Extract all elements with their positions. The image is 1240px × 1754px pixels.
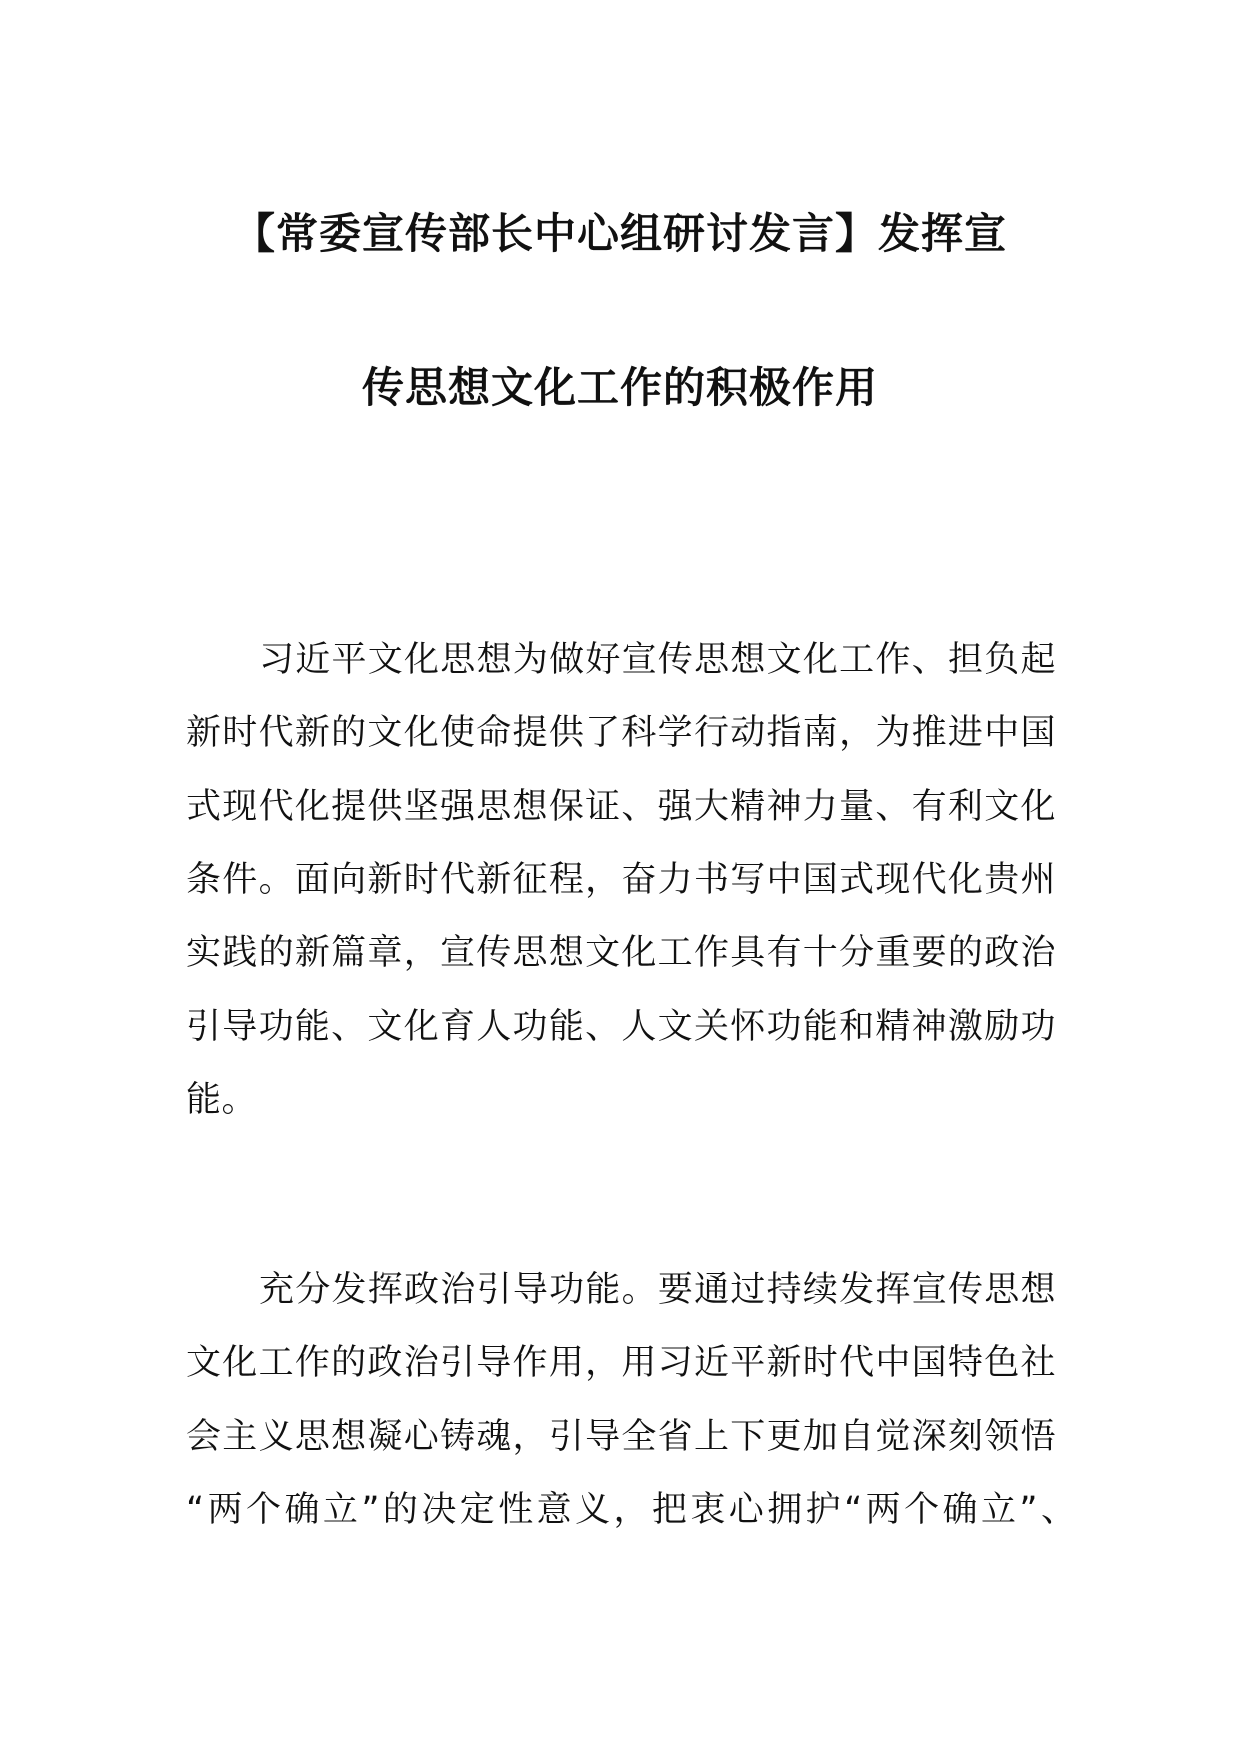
paragraph-line: 实践的新篇章，宣传思想文化工作具有十分重要的政治 — [186, 933, 1056, 973]
paragraph-line: 习近平文化思想为做好宣传思想文化工作、担负起 — [259, 640, 1056, 680]
paragraph-line: 条件。面向新时代新征程，奋力书写中国式现代化贵州 — [186, 860, 1056, 900]
paragraph-line: 新时代新的文化使命提供了科学行动指南，为推进中国 — [186, 713, 1056, 753]
paragraph-line: 引导功能、文化育人功能、人文关怀功能和精神激励功 — [186, 1007, 1056, 1047]
paragraph-line: 文化工作的政治引导作用，用习近平新时代中国特色社 — [186, 1343, 1056, 1383]
paragraph-line: 充分发挥政治引导功能。要通过持续发挥宣传思想 — [259, 1270, 1056, 1310]
document-title-line-2: 传思想文化工作的积极作用 — [361, 363, 878, 412]
document-title-line-1: 【常委宣传部长中心组研讨发言】发挥宣 — [232, 209, 1007, 258]
paragraph-line: 式现代化提供坚强思想保证、强大精神力量、有利文化 — [186, 787, 1056, 827]
paragraph-line: “两个确立”的决定性意义，把衷心拥护“两个确立”、 — [186, 1490, 1076, 1530]
paragraph-line: 会主义思想凝心铸魂，引导全省上下更加自觉深刻领悟 — [186, 1417, 1056, 1457]
paragraph-line: 能。 — [186, 1080, 258, 1120]
